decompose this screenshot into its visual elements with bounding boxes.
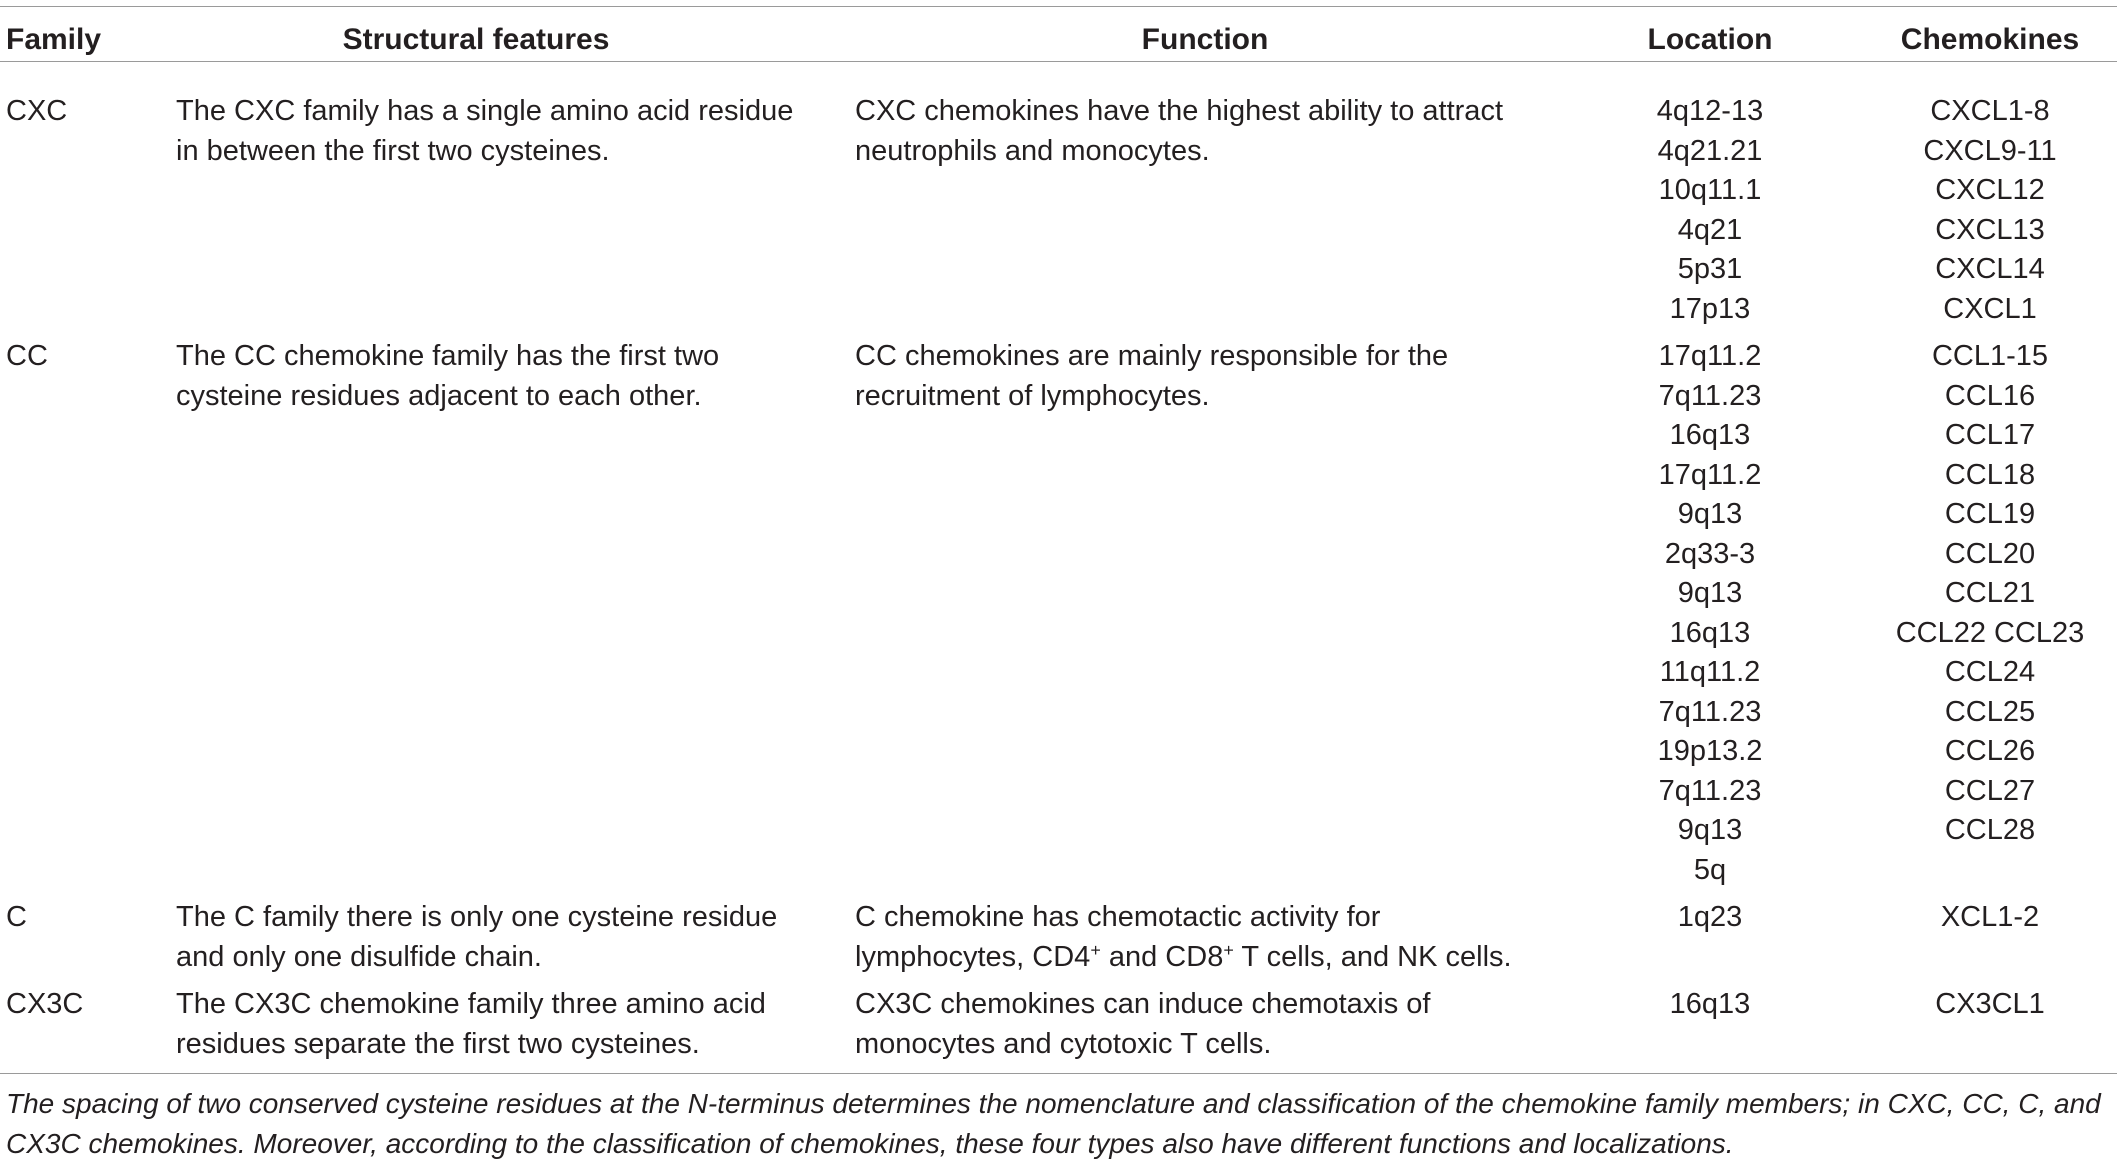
table-row-c-structural: The C family there is only one cysteine residue and only one disulfide chain. — [176, 901, 778, 973]
top-rule — [0, 6, 2117, 7]
chemokine-value: CCL24 — [1944, 656, 2036, 688]
chemokine-value: CCL17 — [1944, 419, 2036, 451]
chemokine-value: CCL26 — [1944, 735, 2036, 767]
chemokine-value: CXCL9-11 — [1923, 134, 2057, 167]
table-row-cxc-family: CXC — [6, 95, 68, 127]
chemokine-value: CXCL12 — [1935, 174, 2045, 206]
chemokine-value: CCL27 — [1944, 774, 2036, 807]
chemokine-value: CCL16 — [1944, 379, 2036, 412]
location-value: 5q — [1693, 853, 1727, 886]
location-value: 7q11.23 — [1658, 774, 1762, 807]
location-value: 4q12-13 — [1656, 95, 1764, 127]
location-value: 17p13 — [1669, 292, 1751, 325]
function-text: T cells, and NK cells. — [1233, 940, 1512, 973]
table-row-cxc-structural: The CXC family has a single amino acid residue in between the first two cysteines. — [176, 95, 794, 167]
table-row-cx3c-function: CX3C chemokines can induce chemotaxis of monocytes and cytotoxic T cells. — [855, 988, 1431, 1060]
table-row-cxc-locations — [1600, 92, 1820, 329]
superscript-plus: + — [1090, 939, 1101, 960]
bottom-rule — [0, 1073, 2117, 1074]
chemokine-value: CXCL1 — [1943, 292, 2037, 325]
location-value: 17q11.2 — [1658, 458, 1762, 491]
function-text: and CD8 — [1100, 940, 1224, 973]
chemokine-value: CCL19 — [1944, 498, 2036, 530]
table-row-cc-locations — [1600, 337, 1820, 890]
table-row-cx3c-locations — [1600, 985, 1820, 1025]
location-value: 16q13 — [1669, 616, 1751, 649]
chemokine-value: CXCL14 — [1935, 253, 2045, 285]
location-value: 9q13 — [1677, 577, 1743, 609]
table-row-cc-chemokines — [1880, 337, 2100, 851]
location-value: 9q13 — [1677, 814, 1743, 846]
chemokine-value: XCL1-2 — [1940, 901, 2040, 933]
location-value: 7q11.23 — [1658, 379, 1762, 412]
header-chemokines: Chemokines — [1900, 23, 2080, 56]
chemokine-value: CCL21 — [1944, 577, 2036, 609]
location-value: 5p31 — [1677, 253, 1743, 285]
location-value: 16q13 — [1669, 419, 1751, 451]
location-value: 1q23 — [1677, 901, 1743, 933]
chemokine-value: CXCL1-8 — [1930, 95, 2050, 127]
function-text: C chemokine has chemotactic activity for lymphocytes, CD4 — [855, 901, 1381, 973]
chemokine-value: CCL1-15 — [1931, 340, 2049, 372]
header-function: Function — [1141, 23, 1269, 56]
chemokine-value: CCL28 — [1944, 814, 2036, 846]
table-row-cx3c-family: CX3C — [6, 988, 84, 1020]
chemokine-value: CXCL13 — [1935, 213, 2045, 246]
chemokine-value: CX3CL1 — [1935, 988, 2045, 1020]
table-row-cc-family: CC — [6, 340, 48, 372]
header-structural-features: Structural features — [342, 23, 610, 56]
table-row-c-function — [855, 898, 1555, 977]
table-row-cxc-chemokines — [1880, 92, 2100, 329]
location-value: 10q11.1 — [1658, 174, 1762, 206]
location-value: 4q21.21 — [1657, 134, 1763, 167]
chemokine-value: CCL18 — [1944, 458, 2036, 491]
location-value: 16q13 — [1669, 988, 1751, 1020]
table-row-cx3c-chemokines — [1880, 985, 2100, 1025]
location-value: 19p13.2 — [1657, 735, 1763, 767]
table-footnote: The spacing of two conserved cysteine residues at the N-terminus determines the nomenclature and classification of the chemokine family members; in CXC, CC, C, and CX3C chemokines. Moreover, according to the classification of chemokines, these four types also have different functions and localizations. — [6, 1088, 2101, 1159]
chemokine-value: CCL25 — [1944, 695, 2036, 728]
chemokine-value: CCL20 — [1944, 537, 2036, 570]
header-location: Location — [1647, 23, 1773, 56]
table-row-cc-structural: The CC chemokine family has the first two cysteine residues adjacent to each other. — [176, 340, 720, 412]
table-row-cc-function: CC chemokines are mainly responsible for the recruitment of lymphocytes. — [855, 340, 1449, 412]
table-row-cx3c-structural: The CX3C chemokine family three amino acid residues separate the first two cysteines. — [176, 988, 766, 1060]
table-row-c-family: C — [6, 901, 27, 933]
header-rule — [0, 61, 2117, 62]
location-value: 7q11.23 — [1658, 695, 1762, 728]
location-value: 4q21 — [1677, 213, 1743, 246]
location-value: 17q11.2 — [1658, 340, 1762, 372]
table-row-c-chemokines — [1880, 898, 2100, 938]
superscript-plus: + — [1223, 939, 1234, 960]
header-family: Family — [6, 23, 102, 56]
table-row-c-locations — [1600, 898, 1820, 938]
table-row-cxc-function: CXC chemokines have the highest ability to attract neutrophils and monocytes. — [855, 95, 1503, 167]
location-value: 2q33-3 — [1664, 537, 1756, 570]
location-value: 11q11.2 — [1659, 656, 1761, 688]
location-value: 9q13 — [1677, 498, 1743, 530]
chemokine-value: CCL22 CCL23 — [1895, 616, 2085, 649]
